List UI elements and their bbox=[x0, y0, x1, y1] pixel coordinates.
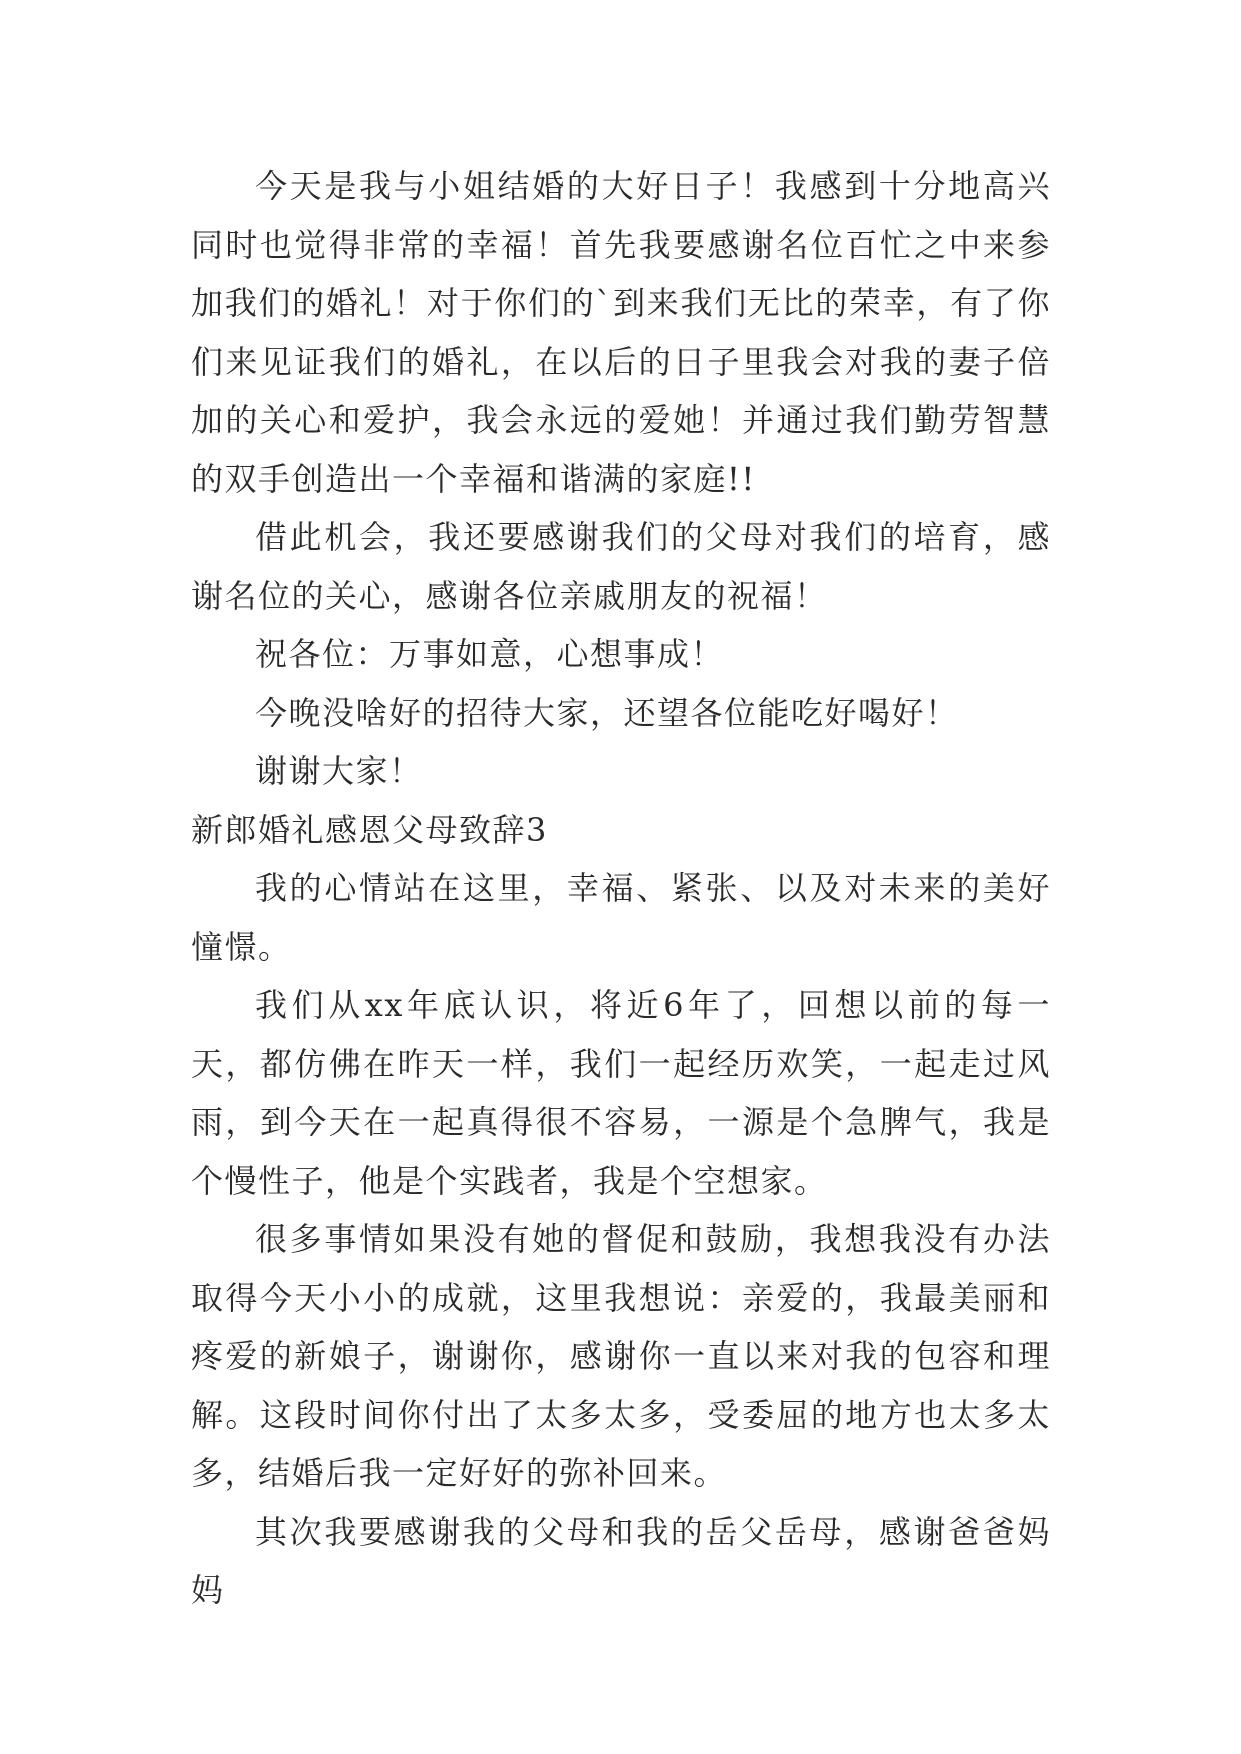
paragraph: 今天是我与小姐结婚的大好日子！我感到十分地高兴同时也觉得非常的幸福！首先我要感谢名位百忙之中来参加我们的婚礼！对于你们的`到来我们无比的荣幸，有了你们来见证我们的婚礼，在以后的日子里我会对我的妻子倍加的关心和爱护，我会永远的爱她！并通过我们勤劳智慧的双手创造出一个幸福和谐满的家庭!! bbox=[191, 167, 1051, 498]
document-body bbox=[191, 157, 1051, 1620]
section-heading: 新郎婚礼感恩父母致辞3 bbox=[191, 810, 548, 849]
paragraph: 祝各位：万事如意，心想事成！ bbox=[255, 635, 725, 673]
paragraph: 我的心情站在这里，幸福、紧张、以及对未来的美好憧憬。 bbox=[191, 869, 1051, 966]
paragraph: 今晚没啥好的招待大家，还望各位能吃好喝好！ bbox=[255, 693, 959, 732]
paragraph: 谢谢大家！ bbox=[255, 752, 423, 790]
paragraph: 借此机会，我还要感谢我们的父母对我们的培育，感谢名位的关心，感谢各位亲戚朋友的祝福！ bbox=[191, 518, 1051, 615]
paragraph: 其次我要感谢我的父母和我的岳父岳母，感谢爸爸妈妈 bbox=[191, 1512, 1051, 1609]
paragraph: 我们从xx年底认识，将近6年了，回想以前的每一天，都仿佛在昨天一样，我们一起经历欢笑，一起走过风雨，到今天在一起真得很不容易，一源是个急脾气，我是个慢性子，他是个实践者，我是个空想家。 bbox=[191, 986, 1051, 1200]
paragraph: 很多事情如果没有她的督促和鼓励，我想我没有办法取得今天小小的成就，这里我想说：亲爱的，我最美丽和疼爱的新娘子，谢谢你，感谢你一直以来对我的包容和理解。这段时间你付出了太多太多，受委屈的地方也太多太多，结婚后我一定好好的弥补回来。 bbox=[191, 1220, 1051, 1492]
